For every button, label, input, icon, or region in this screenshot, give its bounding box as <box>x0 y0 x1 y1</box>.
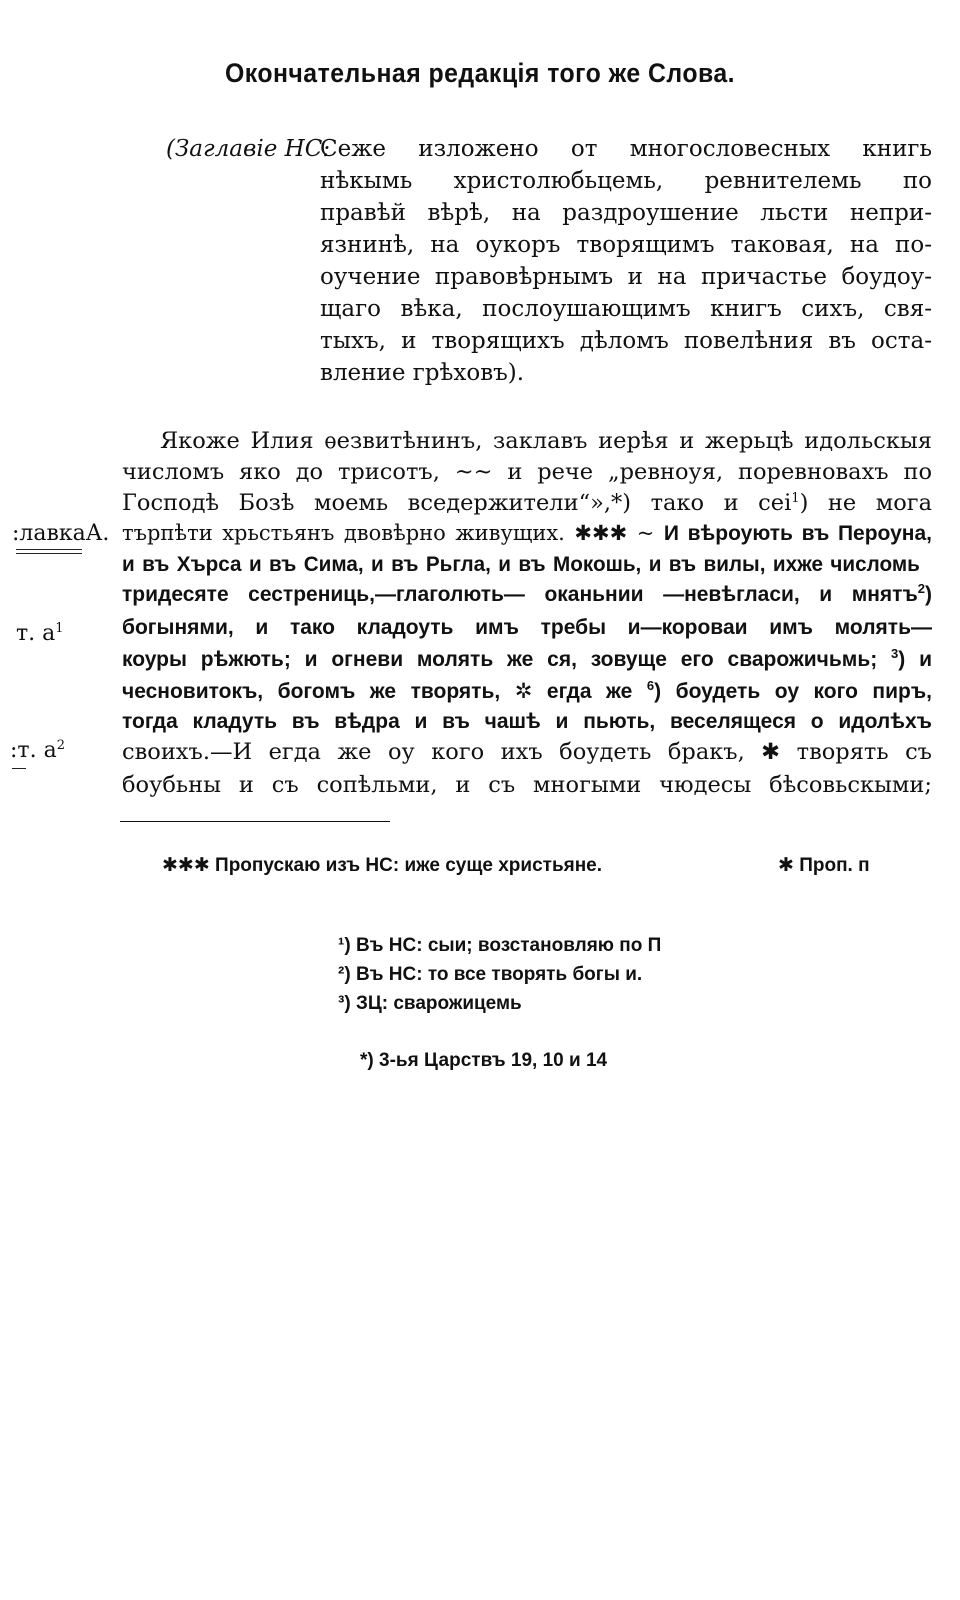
body-line: богынями, и тако кладоуть имъ требы и—короваи имъ молять— <box>122 616 932 639</box>
body-line <box>122 521 932 546</box>
body-text: не мога <box>827 490 932 516</box>
header-line: правѣй вѣрѣ, на раздроушение льсти непри- <box>320 200 932 226</box>
asterisk-marker-icon: ✱ <box>778 854 794 876</box>
body-line: боубьны и съ сопѣльми, и съ многыми чюдесы бѣсовьскыми; <box>122 772 932 798</box>
header-line: оучение правовѣрнымъ и на причастье боудоу- <box>320 264 932 290</box>
body-line: Якоже Илия ѳезвитѣнинъ, заклавъ иерѣя и жерьцѣ идольскыя <box>160 428 932 454</box>
tilde-mark: ~ <box>636 521 655 545</box>
margin-divider <box>12 768 26 769</box>
asterisk-marker-icon: ✱ <box>761 739 781 765</box>
footnote-ref: 6 <box>646 678 655 693</box>
omission-marker-icon: ✱✱✱ <box>574 521 628 545</box>
header-line: Сеже изложено от многословесных книгь <box>320 136 932 162</box>
header-line: нѣкымь христолюбьцемь, ревнителемь по <box>320 168 932 194</box>
header-line: тыхъ, и творящихъ дѣломъ повелѣния въ оста- <box>320 328 932 354</box>
footnote: *) 3-ья Царствъ 19, 10 и 14 <box>360 1050 608 1071</box>
body-line: и въ Хърса и въ Сима, и въ Рьгла, и въ Мокошь, и въ вилы, ихже числомь <box>122 553 920 576</box>
footnote-rule <box>120 821 390 822</box>
margin-divider <box>16 553 82 554</box>
body-line: числомъ яко до трисотъ, ~~ и рече „ревноуя, поревновахъ по <box>122 459 932 485</box>
body-text: егда же $^6$) боудеть оу кого пиръ, <box>546 678 932 703</box>
margin-note: :т. $a^2$ <box>10 738 65 763</box>
footnote-ref: 3 <box>891 646 899 661</box>
omission-note <box>162 854 602 877</box>
header-line: язнинѣ, на оукоръ творящимъ таковая, на по- <box>320 232 932 258</box>
body-text: чесновитокъ, богомъ же творять, <box>122 680 501 703</box>
footnote-ref: 1 <box>791 491 800 506</box>
asterisk-marker-icon: ✲ <box>514 679 533 703</box>
omission-note <box>778 854 870 877</box>
body-text: $^3$) и <box>891 646 933 671</box>
body-text: И вѣроують въ Пероуна, <box>663 522 932 545</box>
body-text: коуры рѣжють; и огневи молять же ся, зовуще его сварожичьмь; <box>122 648 878 671</box>
header-line: вление грѣховъ). <box>320 360 525 386</box>
footnote: ³) ЗЦ: сварожицемь <box>338 993 522 1014</box>
page-title: Окончательная редакція того же Слова. <box>224 58 735 88</box>
body-text: Господѣ Бозѣ моемь вседержители“»,*) <box>122 490 632 516</box>
body-line <box>122 739 932 765</box>
body-text: творять съ <box>796 739 932 765</box>
body-line <box>122 648 932 672</box>
note-text: Проп. п <box>799 855 870 876</box>
body-line <box>122 490 932 516</box>
body-line: тридесяте сестрениць,—глаголють— оканьнии —невѣгласи, и мнятъ$^2$) <box>122 581 932 606</box>
body-text: своихъ.—И егда же оу кого ихъ боудеть бракъ, <box>122 739 745 765</box>
footnote-ref: 2 <box>917 581 925 596</box>
body-line: тогда кладуть въ вѣдра и въ чашѣ и пьють, веселящеся о идолѣхъ <box>122 710 932 733</box>
footnote: ¹) Въ НС: сыи; возстановляю по П <box>338 935 662 956</box>
body-line <box>122 679 932 704</box>
footnote: ²) Въ НС: то все творять богы и. <box>338 964 643 985</box>
margin-note: т. $a^1$ <box>16 621 64 646</box>
body-text: тако и сеі$^1$) <box>650 490 809 516</box>
body-text: тридесяте сестрениць,—глаголють— оканьнии —невѣгласи, и мнятъ <box>122 583 918 606</box>
header-line: щаго вѣка, послоушающимъ книгъ сихъ, свя- <box>320 296 932 322</box>
margin-note: :лавкаА. <box>12 521 110 546</box>
omission-marker-icon: ✱✱✱ <box>162 854 210 876</box>
header-label: (Заглавіе НС: <box>166 136 331 162</box>
note-text: Пропускаю изъ НС: иже суще христьяне. <box>215 855 603 876</box>
body-text: търпѣти хрьстьянъ двовѣрно живущих. <box>122 521 565 545</box>
margin-divider <box>16 549 82 550</box>
